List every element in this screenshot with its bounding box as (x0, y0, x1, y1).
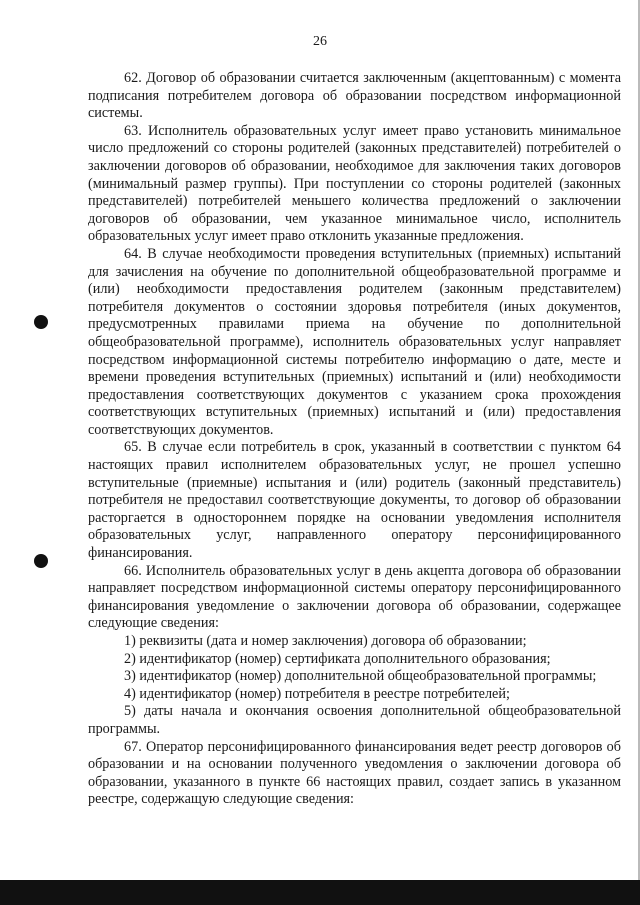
document-body (88, 70, 621, 809)
list-item-3: 3) идентификатор (номер) дополнительной общеобразовательной программы; (124, 668, 597, 685)
paragraph-62: 62. Договор об образовании считается заключенным (акцептованным) с момента подписания потребителем договора об образовании посредством информационной системы. (88, 70, 621, 122)
list-item-1: 1) реквизиты (дата и номер заключения) договора об образовании; (124, 633, 527, 649)
list-item-4: 4) идентификатор (номер) потребителя в реестре потребителей; (124, 685, 510, 702)
punch-hole-mark (34, 315, 48, 329)
paragraph-66: 66. Исполнитель образовательных услуг в день акцепта договора об образовании направляет посредством информационной системы оператору персонифицированного финансирования уведомление о заключении договора об образовании, содержащее следующие сведения: (88, 562, 621, 632)
paragraph-64: 64. В случае необходимости проведения вступительных (приемных) испытаний для зачисления на обучение по дополнительной общеобразовательной программе и (или) необходимости предоставления родителем (законным представителем) потребителя документов о состоянии здоровья потребителя (иных документов, предусмотренных правилами приема на обучение по дополнительной общеобразовательной программе), исполнитель образовательных услуг направляет посредством информационной системы потребителю информацию о дате, месте и времени проведения вступительных (приемных) испытаний и (или) необходимости предоставления соответствующих документов с указанием срока прохождения соответствующих вступительных (приемных) испытаний и (или) предоставления соответствующих документов. (88, 245, 621, 438)
list-item-5: 5) даты начала и окончания освоения дополнительной общеобразовательной программы. (88, 703, 621, 737)
page-number: 26 (313, 34, 327, 49)
scan-bottom-edge (0, 880, 640, 905)
paragraph-67: 67. Оператор персонифицированного финансирования ведет реестр договоров об образовании и на основании полученного уведомления о заключении договора об образовании, указанного в пункте 66 настоящих правил, создает запись в указанном реестре, содержащую следующие сведения: (88, 738, 621, 808)
punch-hole-mark (34, 554, 48, 568)
paragraph-63: 63. Исполнитель образовательных услуг имеет право установить минимальное число предложений со стороны родителей (законных представителей) потребителей о заключении договоров об образовании, необходимое для заключения таких договоров (минимальный размер группы). При поступлении со стороны родителей (законных представителей) потребителей меньшего количества предложений о заключении договоров об образовании, чем указанное минимальное число, исполнитель образовательных услуг имеет право отклонить указанные предложения. (88, 122, 621, 245)
list-item-2: 2) идентификатор (номер) сертификата дополнительного образования; (124, 650, 551, 667)
paragraph-65: 65. В случае если потребитель в срок, указанный в соответствии с пунктом 64 настоящих правил исполнителем образовательных услуг, не прошел успешно вступительные (приемные) испытания и (или) родитель (законный представитель) потребителя не предоставил соответствующие документы, то договор об образовании расторгается в одностороннем порядке на основании уведомления исполнителя образовательных услуг, направленного оператору персонифицированного финансирования. (88, 439, 621, 562)
